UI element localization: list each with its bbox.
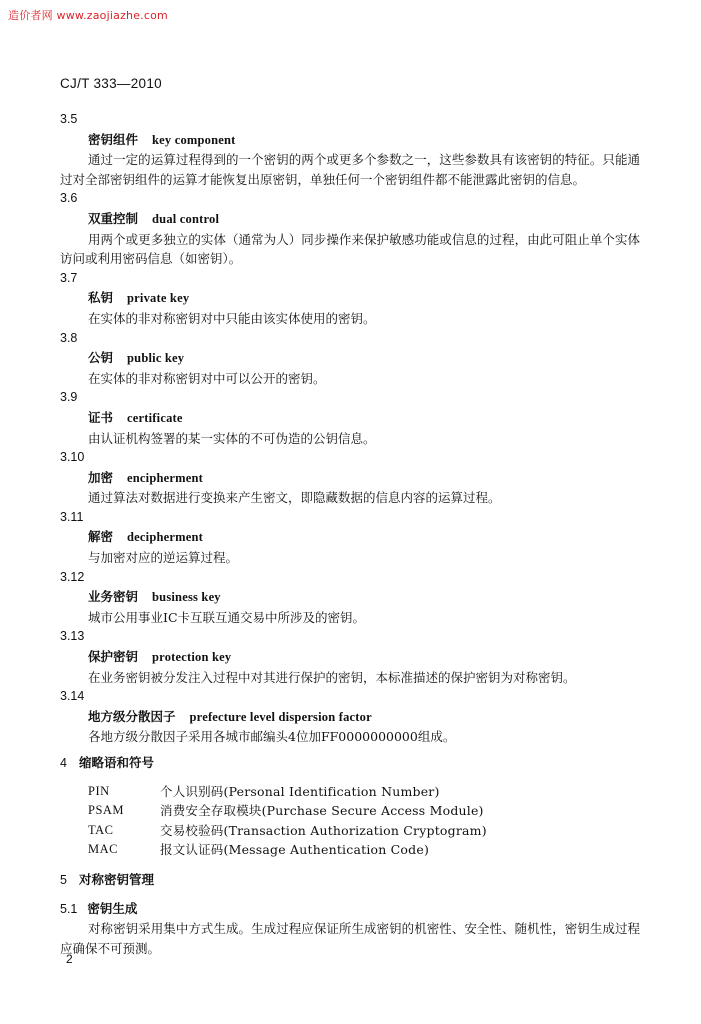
subsection-5-1-title xyxy=(60,899,640,920)
section-4-number: 4 xyxy=(60,756,67,770)
term-english: public key xyxy=(127,351,185,366)
term-number: 3.7 xyxy=(60,270,78,285)
term-chinese: 公钥 xyxy=(88,350,114,366)
section-4-title xyxy=(60,753,640,774)
subsection-5-1-text: 对称密钥采用集中方式生成。生成过程应保证所生成密钥的机密性、安全性、随机性，密钥生成过程应确保不可预测。 xyxy=(60,921,640,956)
abbreviation-description: 消费安全存取模块(Purchase Secure Access Module) xyxy=(160,803,484,819)
term-number: 3.11 xyxy=(60,509,84,524)
abbreviation-description: 交易校验码(Transaction Authorization Cryptogram) xyxy=(160,822,487,838)
term-definition: 在业务密钥被分发注入过程中对其进行保护的密钥，本标准描述的保护密钥为对称密钥。 xyxy=(88,669,576,685)
term-definition: 由认证机构签署的某一实体的不可伪造的公钥信息。 xyxy=(88,430,376,446)
watermark-text: 造价者网 www.zaojiazhe.com xyxy=(8,9,168,22)
term-entry xyxy=(60,269,640,329)
term-chinese: 加密 xyxy=(88,469,114,485)
term-number: 3.9 xyxy=(60,390,78,405)
term-english: dual control xyxy=(152,211,220,226)
abbreviation-row xyxy=(88,840,640,860)
section-5-number: 5 xyxy=(60,872,67,887)
term-definition: 在实体的非对称密钥对中只能由该实体使用的密钥。 xyxy=(88,310,376,326)
standard-number-header: CJ/T 333—2010 xyxy=(60,76,162,91)
term-entry xyxy=(60,627,640,687)
term-entry xyxy=(60,687,640,747)
term-english: business key xyxy=(152,590,221,605)
term-number: 3.6 xyxy=(60,191,78,206)
term-entry xyxy=(60,568,640,628)
term-heading xyxy=(60,468,640,489)
term-number: 3.13 xyxy=(60,629,85,644)
section-5-heading: 对称密钥管理 xyxy=(78,871,154,887)
term-heading xyxy=(60,288,640,309)
term-number: 3.12 xyxy=(60,569,85,584)
abbreviation-term: TAC xyxy=(88,822,114,837)
abbreviation-row xyxy=(88,821,640,841)
term-chinese: 地方级分散因子 xyxy=(88,708,176,724)
abbreviation-term: PSAM xyxy=(88,803,125,818)
term-definition: 通过一定的运算过程得到的一个密钥的两个或更多个参数之一，这些参数具有该密钥的特征。只能通过对全部密钥组件的运算才能恢复出原密钥，单独任何一个密钥组件都不能泄露此密钥的信息。 xyxy=(60,152,640,187)
term-english: certificate xyxy=(127,410,183,425)
abbreviation-description: 个人识别码(Personal Identification Number) xyxy=(160,783,440,799)
term-definition: 用两个或更多独立的实体（通常为人）同步操作来保护敏感功能或信息的过程，由此可阻止单个实体访问或利用密码信息（如密钥）。 xyxy=(60,231,640,267)
term-number: 3.8 xyxy=(60,330,78,345)
term-entry xyxy=(60,388,640,448)
term-definition: 在实体的非对称密钥对中可以公开的密钥。 xyxy=(88,370,326,386)
term-chinese: 私钥 xyxy=(88,290,114,306)
abbreviation-row xyxy=(88,782,640,802)
abbreviation-description: 报文认证码(Message Authentication Code) xyxy=(160,842,430,858)
document-body xyxy=(60,110,640,958)
term-english: key component xyxy=(152,132,236,147)
abbreviation-row xyxy=(88,801,640,821)
page-number: 2 xyxy=(66,952,73,966)
term-definition: 各地方级分散因子采用各城市邮编头4位加FF0000000000组成。 xyxy=(88,729,456,745)
term-entry xyxy=(60,329,640,389)
section-4-heading: 缩略语和符号 xyxy=(78,755,154,770)
abbreviation-list xyxy=(88,782,640,860)
term-heading xyxy=(60,647,640,668)
term-heading xyxy=(60,587,640,608)
term-english: encipherment xyxy=(127,470,204,485)
term-english: prefecture level dispersion factor xyxy=(189,709,372,724)
term-definition: 城市公用事业IC卡互联互通交易中所涉及的密钥。 xyxy=(88,609,366,625)
section-5-title xyxy=(60,870,640,891)
term-english: decipherment xyxy=(127,530,204,545)
subsection-5-1-heading: 密钥生成 xyxy=(87,900,138,916)
term-entry xyxy=(60,110,640,189)
term-entry xyxy=(60,189,640,268)
abbreviation-term: MAC xyxy=(88,842,118,857)
term-heading xyxy=(60,527,640,548)
term-entry xyxy=(60,508,640,568)
term-heading xyxy=(60,348,640,369)
term-definition: 通过算法对数据进行变换来产生密文，即隐藏数据的信息内容的运算过程。 xyxy=(88,490,501,506)
term-heading xyxy=(60,408,640,429)
term-chinese: 保护密钥 xyxy=(88,649,139,665)
subsection-5-1-number: 5.1 xyxy=(60,901,78,916)
term-number: 3.5 xyxy=(60,112,78,126)
term-english: private key xyxy=(127,291,190,306)
term-english: protection key xyxy=(152,650,232,665)
abbreviation-term: PIN xyxy=(88,783,110,798)
term-number: 3.14 xyxy=(60,689,85,704)
term-heading xyxy=(60,707,640,728)
term-number: 3.10 xyxy=(60,450,85,465)
term-chinese: 解密 xyxy=(88,529,114,545)
term-chinese: 双重控制 xyxy=(88,210,139,226)
term-definition: 与加密对应的逆运算过程。 xyxy=(88,550,239,566)
term-heading xyxy=(60,130,640,151)
term-entry xyxy=(60,448,640,508)
term-chinese: 证书 xyxy=(88,409,114,425)
terms-list xyxy=(60,110,640,747)
term-chinese: 密钥组件 xyxy=(88,131,139,147)
term-heading xyxy=(60,209,640,230)
term-chinese: 业务密钥 xyxy=(88,589,139,605)
